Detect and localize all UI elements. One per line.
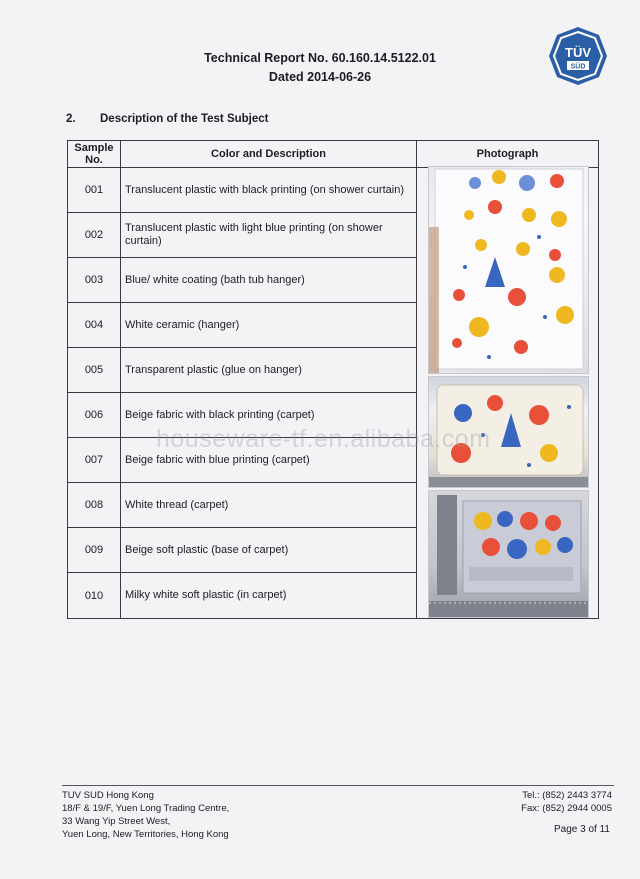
logo-top-text: TÜV [565,45,591,60]
header-description: Color and Description [121,141,417,168]
report-title: Technical Report No. 60.160.14.5122.01 [204,51,436,65]
sample-no: 004 [68,303,121,348]
section-heading [66,113,268,125]
sample-description: Beige fabric with black printing (carpet) [121,393,417,438]
footer-address-line: Yuen Long, New Territories, Hong Kong [62,829,229,840]
sample-description: Translucent plastic with light blue printing (on shower curtain) [121,213,417,258]
header-photograph: Photograph [417,141,599,168]
footer-address-line: 33 Wang Yip Street West, [62,816,171,827]
page-number: Page 3 of 11 [554,824,610,835]
sample-description: White thread (carpet) [121,483,417,528]
footer-address [62,789,229,841]
sample-description: Translucent plastic with black printing (on shower curtain) [121,168,417,213]
sample-description: Beige soft plastic (base of carpet) [121,528,417,573]
sample-no: 009 [68,528,121,573]
footer-fax: Fax: (852) 2944 0005 [521,803,612,814]
sample-no: 003 [68,258,121,303]
sample-description: Transparent plastic (glue on hanger) [121,348,417,393]
footer-address-line: 18/F & 19/F, Yuen Long Trading Centre, [62,803,230,814]
watermark-text: houseware-tf.en.alibaba.com [156,425,491,453]
header-sample-no: Sample No. [68,141,121,168]
sample-description: White ceramic (hanger) [121,303,417,348]
sample-description: Beige fabric with blue printing (carpet) [121,438,417,483]
sample-description: Milky white soft plastic (in carpet) [121,573,417,619]
report-date: Dated 2014-06-26 [268,70,372,84]
footer-company: TUV SUD Hong Kong [62,790,154,801]
shower-curtain-photo [428,166,589,374]
sample-no: 006 [68,393,121,438]
footer-tel: Tel.: (852) 2443 3774 [522,790,612,801]
sample-no: 008 [68,483,121,528]
section-title: Description of the Test Subject [100,113,269,125]
footer-contact [521,789,612,815]
report-header [150,49,490,87]
sample-description: Blue/ white coating (bath tub hanger) [121,258,417,303]
tuv-logo [548,26,608,86]
logo-bottom-text: SÜD [570,63,586,71]
sample-no: 007 [68,438,121,483]
sample-no: 002 [68,213,121,258]
sample-no: 001 [68,168,121,213]
section-number: 2. [66,113,76,125]
table-header-row [68,141,599,168]
packaged-product-photo [428,490,589,618]
sample-no: 005 [68,348,121,393]
footer-divider [62,785,614,786]
sample-no: 010 [68,573,121,619]
